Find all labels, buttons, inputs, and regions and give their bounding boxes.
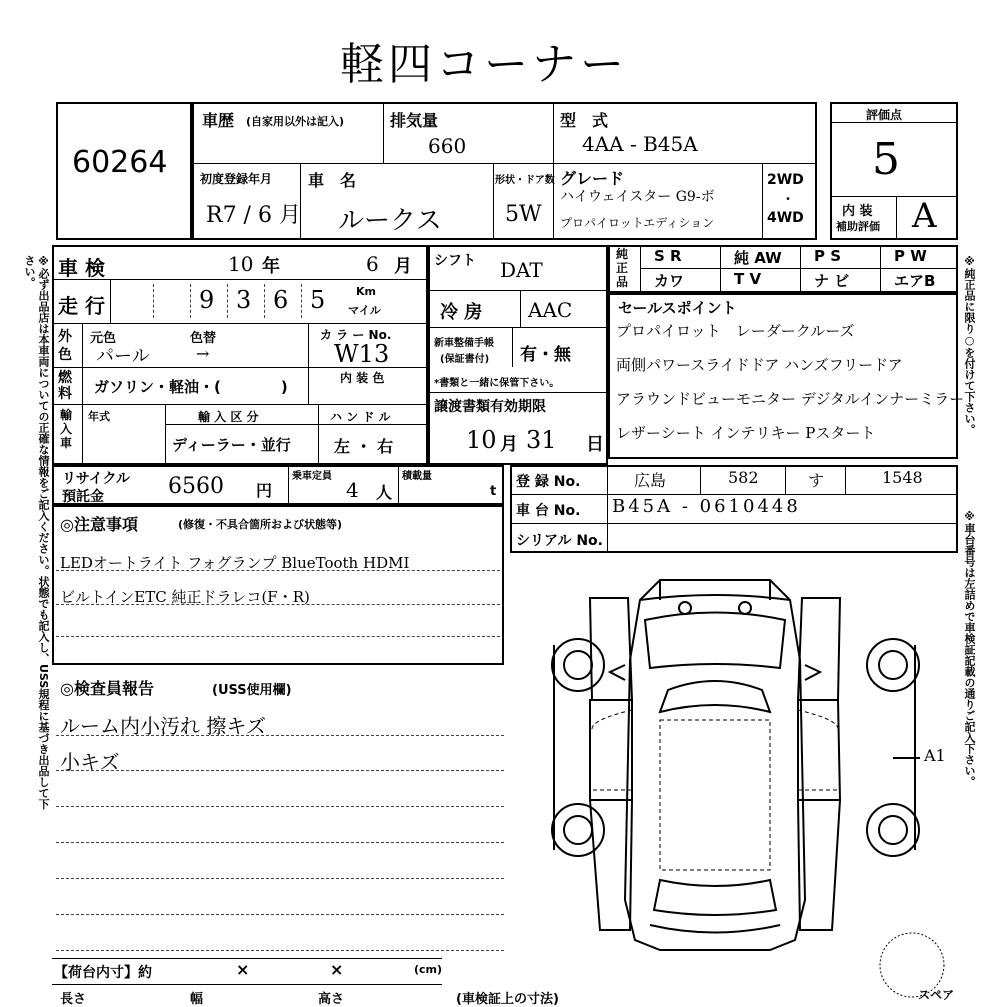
lot-number: 60264 bbox=[72, 145, 168, 180]
inspection-year-unit: 年 bbox=[262, 256, 280, 277]
right-side-note-2: ※車台番号は左詰めで車検証記載の通りご記入下さい。 bbox=[963, 510, 976, 787]
recycle-label-2: 預託金 bbox=[62, 489, 104, 505]
displacement-value: 660 bbox=[428, 134, 467, 158]
cargo-unit: (cm) bbox=[414, 963, 443, 976]
interior-score-value: A bbox=[912, 196, 937, 236]
displacement-label: 排気量 bbox=[390, 111, 439, 130]
history-label: 車歴 bbox=[202, 111, 235, 130]
grade-label: グレード bbox=[560, 169, 625, 188]
manual-value: 有・無 bbox=[520, 345, 571, 365]
left-side-note: ※必ず出品店は本車両についての正確な情報をご記入ください。状態でも記入し、USS規程に基づき出品して下さい。 bbox=[23, 255, 50, 810]
load-label: 積載量 bbox=[402, 471, 432, 482]
handle-label: ハ ン ド ル bbox=[330, 410, 391, 424]
registration-class: 582 bbox=[728, 468, 759, 487]
first-registration-label: 初度登録年月 bbox=[200, 172, 273, 186]
inspection-month-unit: 月 bbox=[394, 256, 412, 277]
shift-label: シフト bbox=[434, 253, 476, 269]
cargo-x1: × bbox=[236, 960, 250, 979]
transfer-deadline-label: 譲渡書類有効期限 bbox=[434, 399, 546, 415]
mileage-digit: 6 bbox=[273, 286, 289, 314]
orig-color-value: パール bbox=[96, 346, 150, 367]
aircon-value: AAC bbox=[528, 298, 573, 322]
genuine-item: T V bbox=[734, 270, 762, 288]
manual-note: *書類と一緒に保管下さい。 bbox=[434, 378, 560, 389]
color-no-value: W13 bbox=[334, 340, 390, 368]
transfer-month-unit: 月 bbox=[500, 434, 518, 455]
load-unit: t bbox=[490, 484, 497, 499]
genuine-item: P S bbox=[814, 247, 842, 265]
genuine-label: 純正品 bbox=[616, 247, 629, 289]
chassis-value: B45A - 0610448 bbox=[612, 496, 801, 517]
genuine-item: エアB bbox=[894, 272, 936, 290]
handle-value: 左 ・ 右 bbox=[334, 437, 394, 456]
mileage-unit-km: Km bbox=[356, 285, 376, 298]
grade-value-line2: プロパイロットエディション bbox=[560, 216, 715, 230]
inspector-label: ◎検査員報告 bbox=[60, 679, 154, 698]
inspector-line: 小キズ bbox=[60, 750, 120, 774]
interior-score-label-2: 補助評価 bbox=[836, 220, 880, 233]
drive-sep: ・ bbox=[782, 192, 795, 206]
cargo-arrow-note: (車検証上の寸法) bbox=[456, 992, 559, 1007]
mileage-unit-mile: マイル bbox=[348, 304, 381, 317]
genuine-item: ナ ビ bbox=[814, 272, 850, 290]
inspector-line: ルーム内小汚れ 擦キズ bbox=[60, 714, 266, 738]
import-label: 輸入車 bbox=[60, 408, 73, 450]
notes-line: ビルトインETC 純正ドラレコ(F・R) bbox=[60, 588, 310, 606]
change-color-label: 色替 bbox=[190, 331, 217, 346]
capacity-label: 乗車定員 bbox=[292, 471, 332, 482]
cargo-label: 【荷台内寸】約 bbox=[54, 965, 152, 981]
registration-label: 登 録 No. bbox=[516, 474, 581, 490]
sales-point-line: アラウンドビューモニター デジタルインナーミラー bbox=[616, 390, 965, 408]
score-label: 評価点 bbox=[866, 108, 903, 122]
history-note: (自家用以外は記入) bbox=[246, 115, 345, 128]
notes-sub: (修復・不具合箇所および状態等) bbox=[178, 518, 343, 531]
notes-label: ◎注意事項 bbox=[60, 515, 138, 534]
interior-score-label-1: 内 装 bbox=[842, 204, 873, 219]
inspection-month: 6 bbox=[366, 252, 379, 276]
recycle-unit: 円 bbox=[256, 481, 273, 500]
capacity-value: 4 bbox=[346, 478, 359, 502]
body-doors-value: 5W bbox=[505, 202, 542, 227]
grade-value-line1: ハイウェイスター G9-ボ bbox=[560, 189, 715, 205]
registration-area: 広島 bbox=[634, 471, 667, 490]
exterior-color-label: 外色 bbox=[58, 329, 72, 363]
model-type-value: 4AA - B45A bbox=[582, 132, 698, 156]
transfer-day: 31 bbox=[526, 426, 557, 454]
transfer-day-unit: 日 bbox=[586, 434, 604, 455]
mileage-digit: 5 bbox=[310, 286, 326, 314]
registration-number: 1548 bbox=[882, 468, 923, 487]
mileage-digit: 9 bbox=[199, 286, 215, 314]
recycle-label-1: リサイクル bbox=[62, 471, 131, 487]
page-title: 軽四コーナー bbox=[340, 39, 628, 90]
notes-line: LEDオートライト フォグランプ BlueTooth HDMI bbox=[60, 554, 410, 572]
car-name-value: ルークス bbox=[338, 206, 442, 236]
inspector-sub: (USS使用欄) bbox=[212, 683, 292, 698]
recycle-value: 6560 bbox=[168, 474, 224, 499]
cargo-height: 高さ bbox=[318, 992, 345, 1007]
drive-2wd: 2WD bbox=[767, 172, 804, 188]
capacity-unit: 人 bbox=[376, 483, 393, 502]
orig-color-label: 元色 bbox=[90, 331, 117, 346]
color-no-label: カ ラ ー No. bbox=[320, 328, 392, 342]
genuine-item: S R bbox=[654, 247, 682, 265]
import-class-label: 輸 入 区 分 bbox=[198, 410, 259, 424]
damage-mark-a1: A1 bbox=[924, 746, 946, 765]
mileage-digit: 3 bbox=[236, 286, 252, 314]
score-value: 5 bbox=[872, 134, 900, 185]
inspection-label: 車 検 bbox=[58, 256, 105, 280]
import-class-value: ディーラー・並行 bbox=[172, 436, 291, 454]
car-name-label: 車 名 bbox=[308, 171, 357, 190]
manual-label-1: 新車整備手帳 bbox=[434, 338, 494, 349]
sales-point-line: 両側パワースライドドア ハンズフリードア bbox=[616, 356, 903, 374]
aircon-label: 冷 房 bbox=[440, 302, 483, 323]
cargo-width: 幅 bbox=[190, 992, 204, 1007]
genuine-item: カワ bbox=[654, 272, 685, 290]
change-color-value: → bbox=[196, 344, 210, 363]
fuel-label: 燃料 bbox=[58, 370, 72, 402]
body-doors-label: 形状・ドア数 bbox=[495, 175, 555, 186]
drive-4wd: 4WD bbox=[767, 210, 804, 226]
first-registration-value: R7 / 6 月 bbox=[206, 203, 301, 228]
inspection-year: 10 bbox=[228, 252, 254, 276]
cargo-x2: × bbox=[330, 960, 344, 979]
sales-point-line: プロパイロット レーダークルーズ bbox=[616, 322, 855, 340]
transfer-month: 10 bbox=[466, 426, 497, 454]
sales-points-label: セールスポイント bbox=[618, 299, 737, 317]
import-year-label: 年式 bbox=[88, 410, 110, 423]
serial-label: シリアル No. bbox=[516, 533, 603, 549]
shift-value: DAT bbox=[500, 258, 543, 282]
spare-label: スペア bbox=[918, 988, 955, 1002]
right-side-note-1: ※純正品に限り○を付けて下さい。 bbox=[963, 255, 976, 435]
chassis-label: 車 台 No. bbox=[516, 503, 581, 519]
mileage-label: 走 行 bbox=[58, 294, 105, 318]
genuine-item: 純 AW bbox=[734, 249, 782, 267]
model-type-label: 型 式 bbox=[560, 111, 609, 130]
genuine-item: P W bbox=[894, 247, 927, 265]
interior-color-label: 内 装 色 bbox=[340, 371, 385, 385]
registration-kana: す bbox=[808, 471, 825, 490]
cargo-length: 長さ bbox=[60, 992, 87, 1007]
sales-point-line: レザーシート インテリキー Pスタート bbox=[616, 424, 876, 442]
manual-label-2: (保証書付) bbox=[440, 354, 490, 365]
fuel-value: ガソリン・軽油・( ) bbox=[94, 378, 288, 396]
